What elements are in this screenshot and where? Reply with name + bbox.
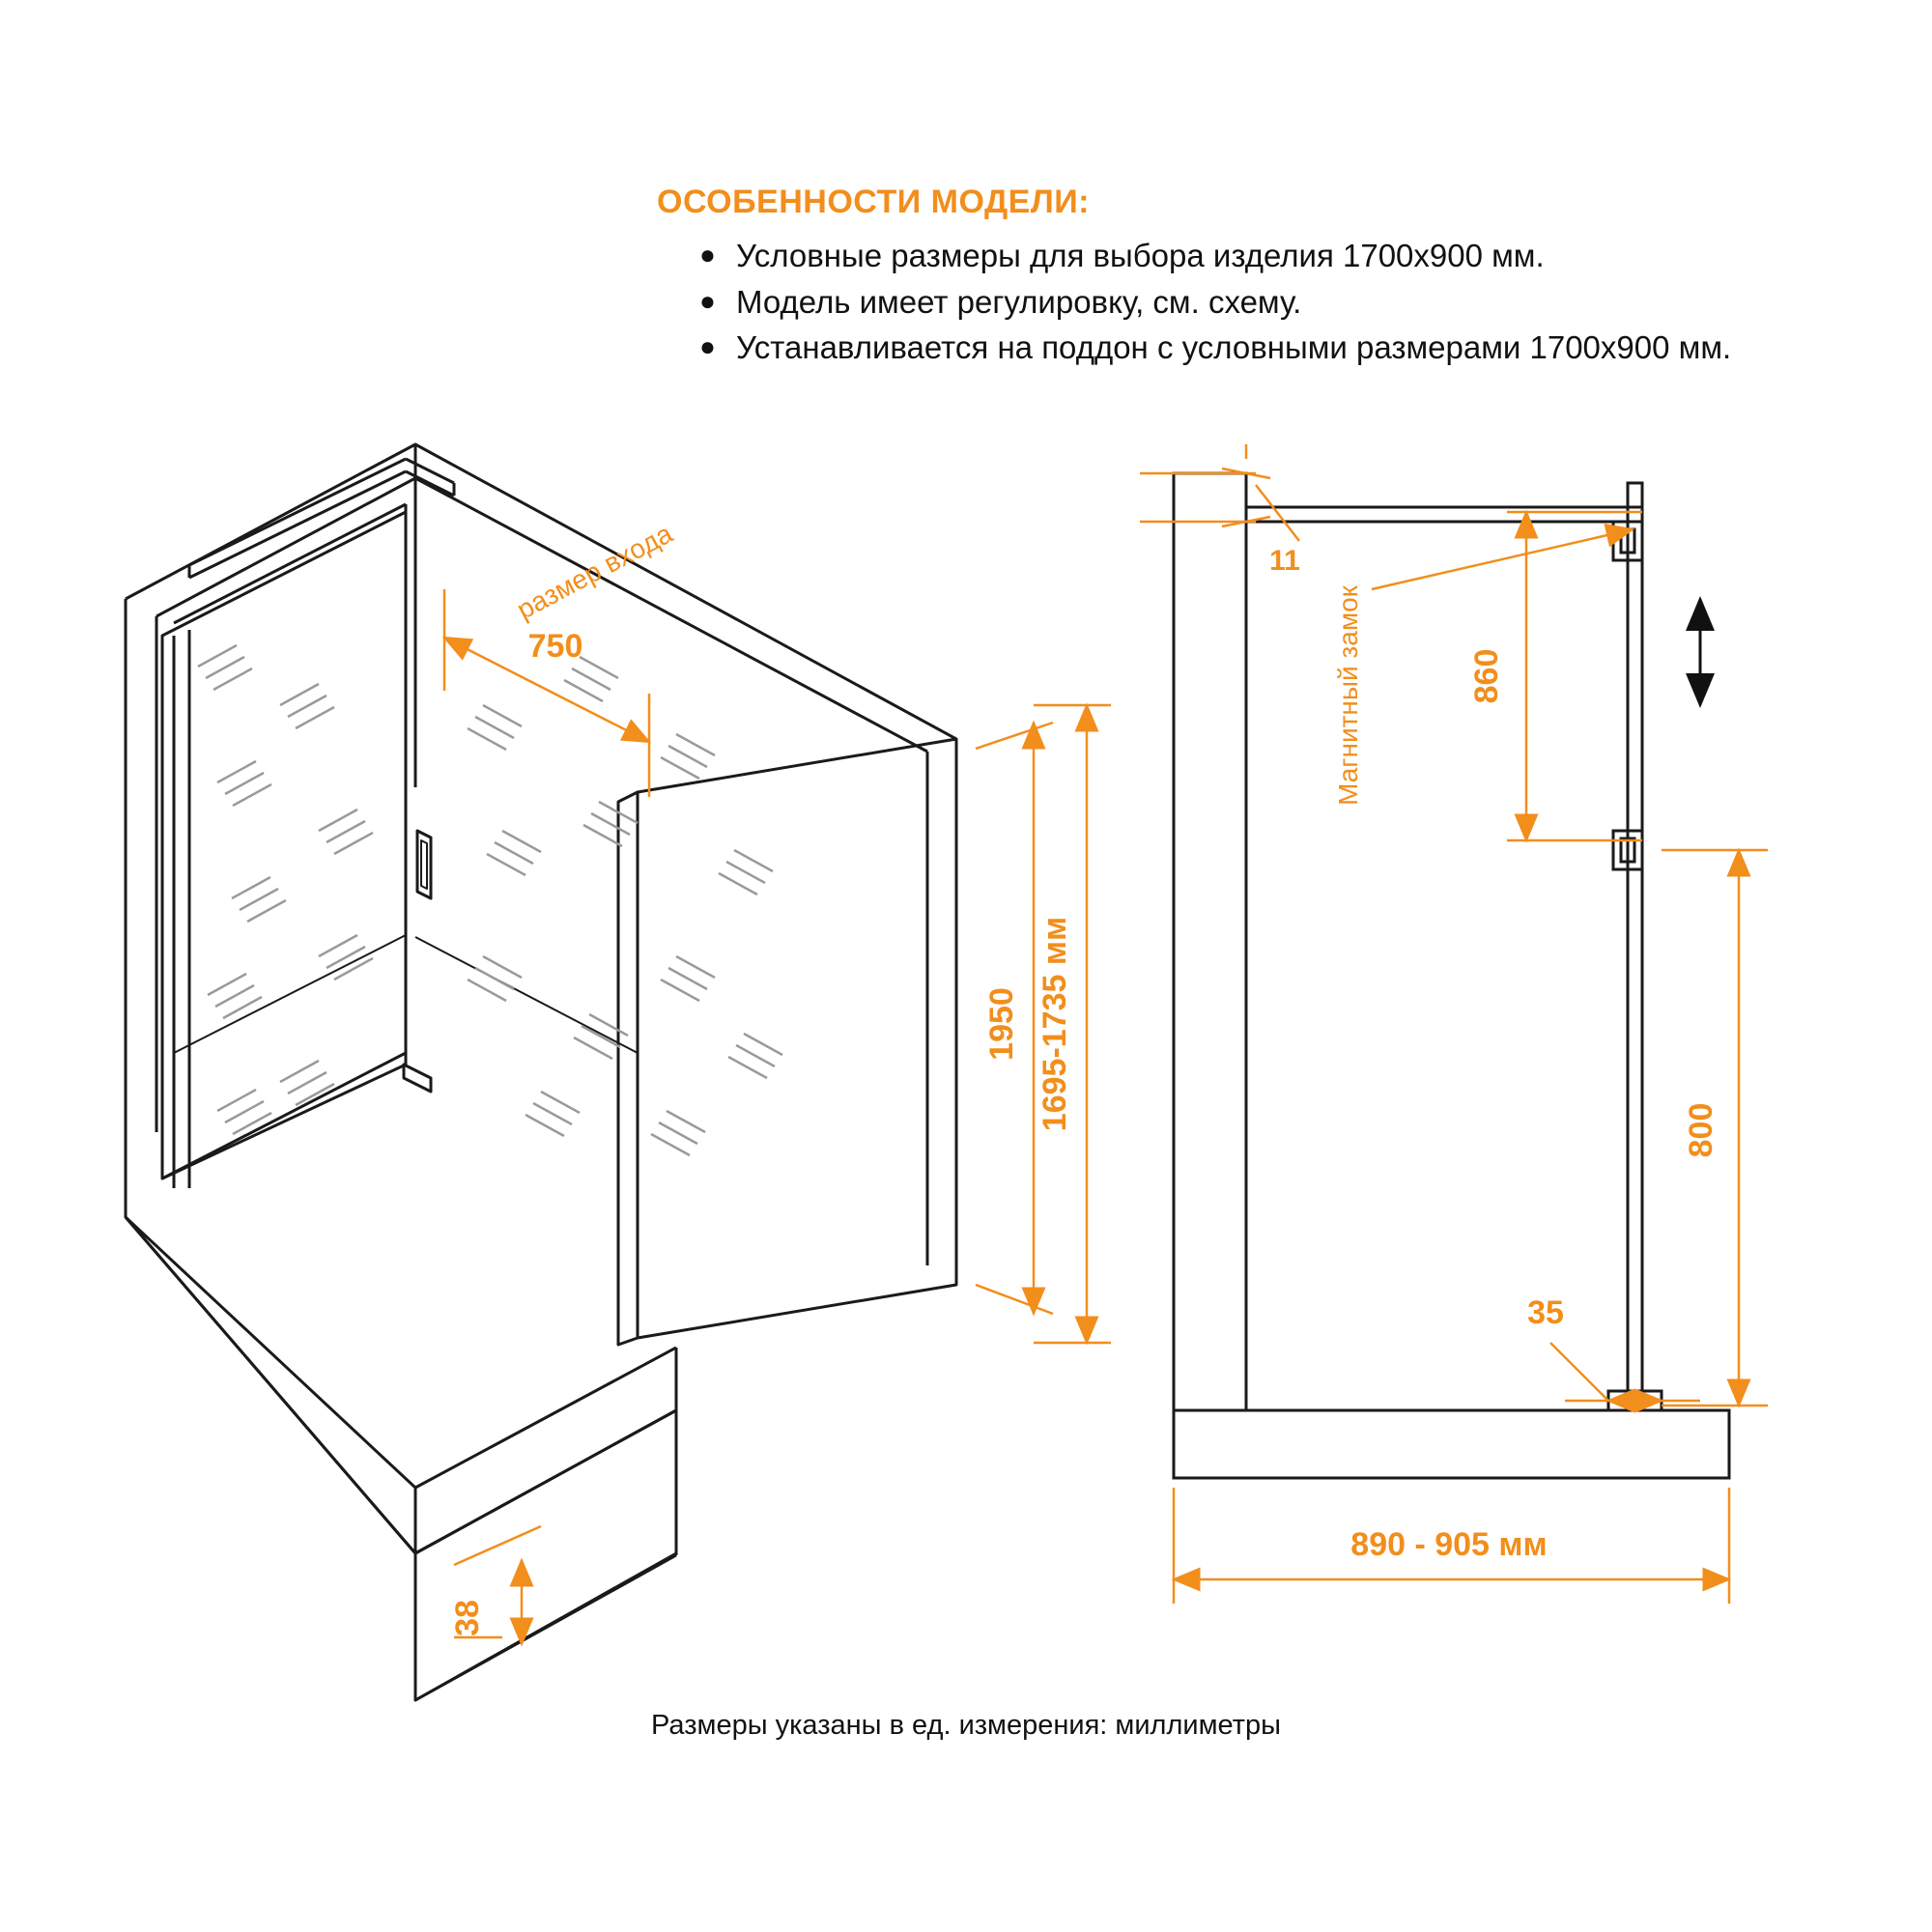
dimension-base-38: 38 xyxy=(449,1600,486,1636)
dimension-height-adjust: 1695-1735 мм xyxy=(1037,916,1073,1132)
bullet-icon: ● xyxy=(699,240,716,270)
features-block xyxy=(657,184,1835,373)
label-magnetic-lock: Магнитный замок xyxy=(1333,585,1363,806)
glass-hatching xyxy=(198,645,782,1155)
plan-dimensions xyxy=(1140,444,1768,1604)
dimension-panel-800: 800 xyxy=(1683,1102,1719,1158)
dimension-gap-11: 11 xyxy=(1269,545,1300,577)
isometric-view xyxy=(126,427,956,1700)
dimension-entry-width: 750 xyxy=(527,628,583,665)
features-title: ОСОБЕННОСТИ МОДЕЛИ: xyxy=(657,184,1090,220)
list-item-label: Устанавливается на поддон с условными размерами 1700x900 мм. xyxy=(736,329,1732,366)
dimension-base-width: 890 - 905 мм xyxy=(1350,1526,1548,1563)
list-item xyxy=(699,281,1835,324)
list-item-label: Модель имеет регулировку, см. схему. xyxy=(736,283,1302,320)
bullet-icon: ● xyxy=(699,285,716,316)
iso-dimensions xyxy=(444,589,1111,1644)
units-note: Размеры указаны в ед. измерения: миллиметры xyxy=(651,1710,1281,1741)
bullet-icon: ● xyxy=(699,331,716,362)
list-item xyxy=(699,235,1835,277)
plan-view xyxy=(1174,473,1729,1478)
list-item xyxy=(699,327,1835,369)
list-item-label: Условные размеры для выбора изделия 1700x900 мм. xyxy=(736,238,1545,273)
technical-drawing xyxy=(0,415,1932,1710)
label-entry-size: размер входа xyxy=(511,518,678,625)
dimension-profile-35: 35 xyxy=(1527,1294,1564,1331)
features-list xyxy=(657,235,1835,369)
dimension-door-860: 860 xyxy=(1468,648,1505,704)
dimension-height-1950: 1950 xyxy=(983,987,1020,1061)
